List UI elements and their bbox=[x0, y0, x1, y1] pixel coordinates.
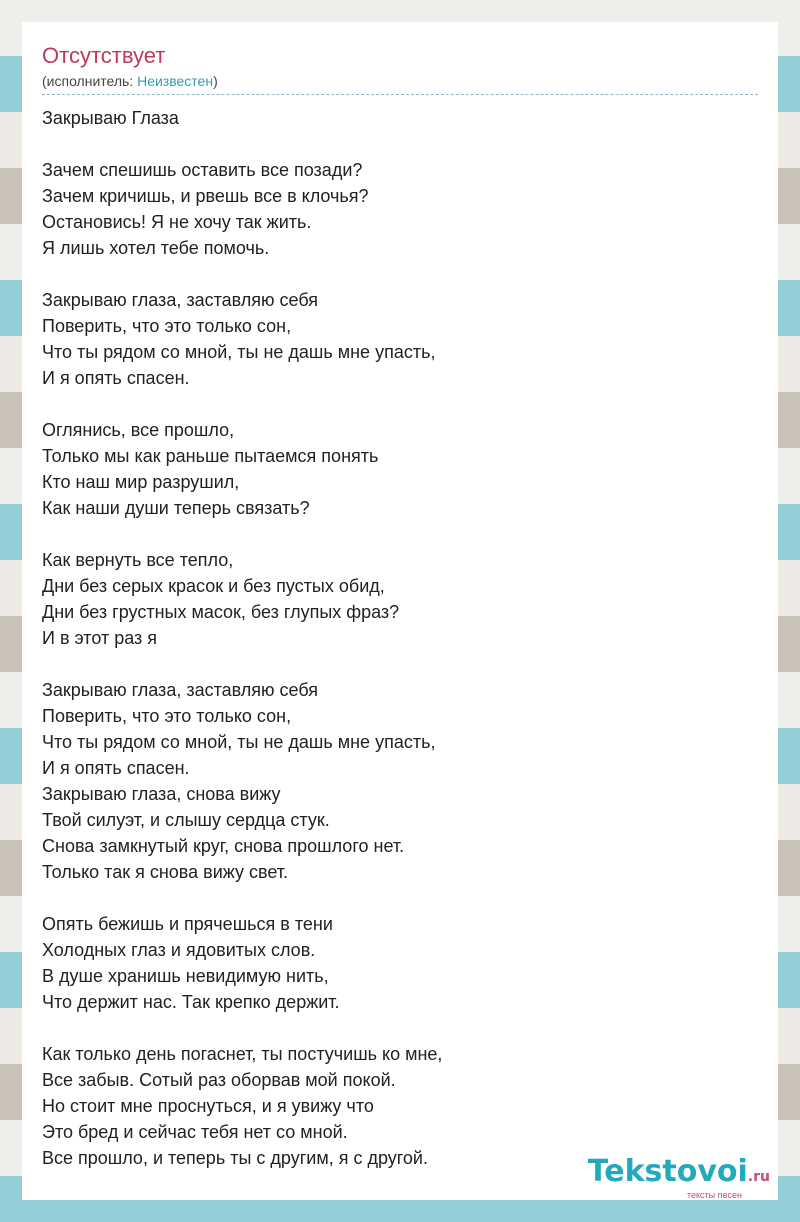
lyrics-blank-line bbox=[42, 1015, 758, 1041]
lyrics-line: Холодных глаз и ядовитых слов. bbox=[42, 940, 316, 960]
logo-tagline: тексты песен bbox=[686, 1190, 742, 1200]
lyrics-text bbox=[42, 105, 758, 1171]
site-logo[interactable] bbox=[587, 1154, 770, 1200]
artist-suffix: ) bbox=[213, 73, 218, 89]
lyrics-line: Снова замкнутый круг, снова прошлого нет. bbox=[42, 836, 405, 856]
artist-prefix: (исполнитель: bbox=[42, 73, 138, 89]
lyrics-line: Кто наш мир разрушил, bbox=[42, 472, 240, 492]
lyrics-line: И в этот раз я bbox=[42, 628, 158, 648]
lyrics-blank-line bbox=[42, 261, 758, 287]
lyrics-line: Я лишь хотел тебе помочь. bbox=[42, 238, 270, 258]
lyrics-line: Это бред и сейчас тебя нет со мной. bbox=[42, 1122, 348, 1142]
lyrics-line: Остановись! Я не хочу так жить. bbox=[42, 212, 312, 232]
lyrics-line: Закрываю глаза, заставляю себя bbox=[42, 290, 319, 310]
lyrics-line: Поверить, что это только сон, bbox=[42, 316, 292, 336]
lyrics-line: Закрываю глаза, снова вижу bbox=[42, 784, 281, 804]
song-title: Отсутствует bbox=[42, 43, 166, 68]
lyrics-line: Дни без серых красок и без пустых обид, bbox=[42, 576, 385, 596]
lyrics-line: Поверить, что это только сон, bbox=[42, 706, 292, 726]
lyrics-line: Что ты рядом со мной, ты не дашь мне упасть, bbox=[42, 342, 436, 362]
lyrics-line: Только мы как раньше пытаемся понять bbox=[42, 446, 379, 466]
lyrics-line: Оглянись, все прошло, bbox=[42, 420, 235, 440]
lyrics-blank-line bbox=[42, 651, 758, 677]
artist-line bbox=[42, 72, 758, 90]
lyrics-line: Твой силуэт, и слышу сердца стук. bbox=[42, 810, 330, 830]
title-divider bbox=[42, 94, 758, 95]
lyrics-line: Все забыв. Сотый раз оборвав мой покой. bbox=[42, 1070, 396, 1090]
lyrics-line: Зачем спешишь оставить все позади? bbox=[42, 160, 363, 180]
lyrics-line: И я опять спасен. bbox=[42, 758, 190, 778]
logo-name: Tekstovoi bbox=[587, 1154, 748, 1189]
lyrics-line: Как наши души теперь связать? bbox=[42, 498, 310, 518]
lyrics-line: Как только день погаснет, ты постучишь ко мне, bbox=[42, 1044, 443, 1064]
lyrics-blank-line bbox=[42, 131, 758, 157]
lyrics-line: Как вернуть все тепло, bbox=[42, 550, 234, 570]
lyrics-card bbox=[22, 22, 778, 1200]
lyrics-line: Что держит нас. Так крепко держит. bbox=[42, 992, 340, 1012]
lyrics-line: Все прошло, и теперь ты с другим, я с другой. bbox=[42, 1148, 428, 1168]
lyrics-line: Зачем кричишь, и рвешь все в клочья? bbox=[42, 186, 369, 206]
lyrics-line: Закрываю глаза, заставляю себя bbox=[42, 680, 319, 700]
lyrics-line: Только так я снова вижу свет. bbox=[42, 862, 289, 882]
logo-wordmark bbox=[587, 1154, 770, 1192]
lyrics-blank-line bbox=[42, 391, 758, 417]
logo-tld: .ru bbox=[747, 1169, 770, 1185]
lyrics-blank-line bbox=[42, 885, 758, 911]
lyrics-line: Закрываю Глаза bbox=[42, 108, 179, 128]
lyrics-line: Дни без грустных масок, без глупых фраз? bbox=[42, 602, 400, 622]
lyrics-line: И я опять спасен. bbox=[42, 368, 190, 388]
lyrics-line: Но стоит мне проснуться, и я увижу что bbox=[42, 1096, 374, 1116]
lyrics-line: Опять бежишь и прячешься в тени bbox=[42, 914, 333, 934]
artist-link[interactable]: Неизвестен bbox=[137, 73, 214, 89]
lyrics-blank-line bbox=[42, 521, 758, 547]
lyrics-line: В душе хранишь невидимую нить, bbox=[42, 966, 329, 986]
lyrics-line: Что ты рядом со мной, ты не дашь мне упасть, bbox=[42, 732, 436, 752]
